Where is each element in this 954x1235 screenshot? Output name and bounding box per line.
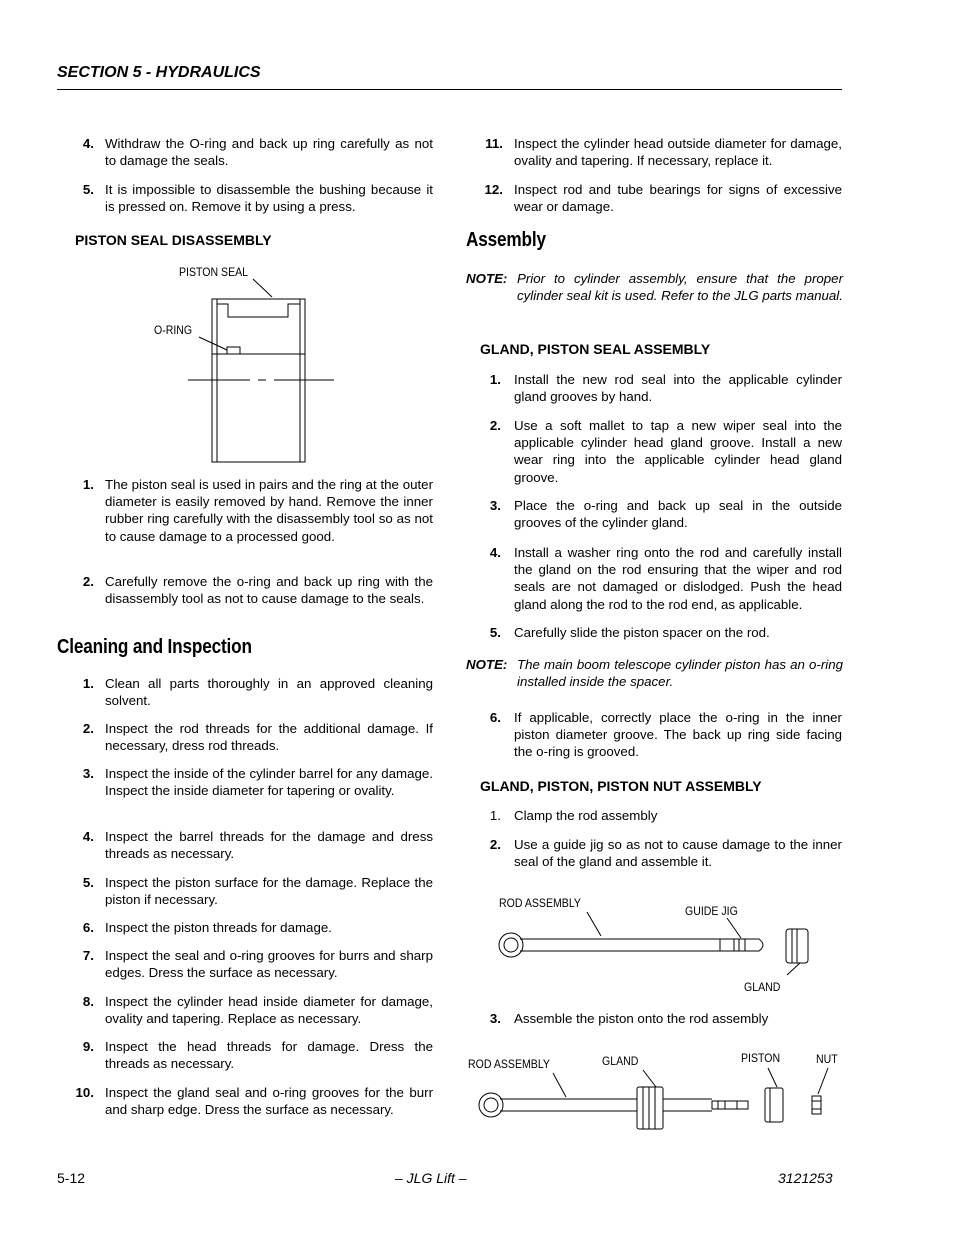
assembly-heading: Assembly [466,229,546,251]
document-number: 3121253 [778,1170,833,1186]
figure-label-jig: GUIDE JIG [685,904,738,918]
figure-label-gland: GLAND [744,980,781,994]
figure-label-piston: PISTON [741,1051,781,1065]
figure-label-gland: GLAND [602,1054,639,1068]
figure-label-piston-seal: PISTON SEAL [179,265,249,279]
page-number: 5-12 [57,1170,86,1186]
cleaning-heading: Cleaning and Inspection [57,636,252,658]
section-title: SECTION 5 - HYDRAULICS [57,64,261,81]
figure-label-oring: O-RING [154,323,193,337]
nut-heading: GLAND, PISTON, PISTON NUT ASSEMBLY [480,778,762,794]
figure-label-rod: ROD ASSEMBLY [468,1057,550,1071]
figure-label-rod: ROD ASSEMBLY [499,896,581,910]
figure-label-nut: NUT [816,1052,838,1066]
footer-center: – JLG Lift – [395,1170,467,1186]
piston-seal-heading: PISTON SEAL DISASSEMBLY [75,232,272,248]
gland-heading: GLAND, PISTON SEAL ASSEMBLY [480,341,711,357]
